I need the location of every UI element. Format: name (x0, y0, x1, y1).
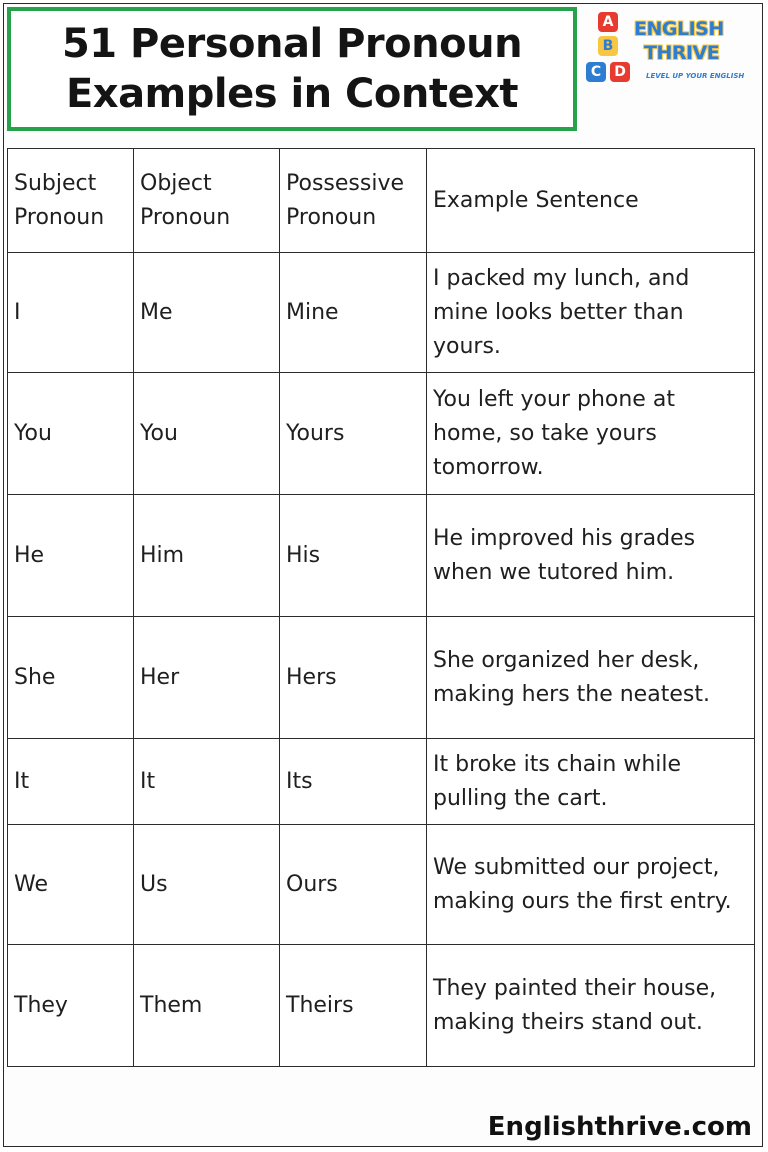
object-cell: Her (134, 617, 280, 739)
table-row (8, 253, 755, 373)
possessive-cell: Its (280, 739, 427, 825)
page-title-line-2: Examples in Context (65, 71, 519, 117)
table-row (8, 739, 755, 825)
sentence-cell: It broke its chain while pulling the cart. (427, 739, 755, 825)
table-row (8, 825, 755, 945)
object-cell: Him (134, 495, 280, 617)
table-row (8, 373, 755, 495)
header-possessive-pronoun: Possessive Pronoun (280, 149, 427, 253)
subject-cell: She (8, 617, 134, 739)
title-box (7, 7, 577, 131)
logo-block-a: A (598, 12, 618, 32)
subject-cell: I (8, 253, 134, 373)
logo-tagline: LEVEL UP YOUR ENGLISH (646, 72, 745, 80)
object-cell: You (134, 373, 280, 495)
pronoun-table (7, 148, 755, 1067)
possessive-cell: Yours (280, 373, 427, 495)
logo-block-b: B (598, 36, 618, 56)
site-credit: Englishthrive.com (487, 1112, 752, 1142)
header-object-pronoun: Object Pronoun (134, 149, 280, 253)
logo-word-thrive: THRIVE (644, 42, 720, 64)
subject-cell: He (8, 495, 134, 617)
possessive-cell: Hers (280, 617, 427, 739)
object-cell: Us (134, 825, 280, 945)
possessive-cell: Mine (280, 253, 427, 373)
table-header-row (8, 149, 755, 253)
subject-cell: They (8, 945, 134, 1067)
header-subject-pronoun: Subject Pronoun (8, 149, 134, 253)
header-example-sentence: Example Sentence (427, 149, 755, 253)
sentence-cell: You left your phone at home, so take yours tomorrow. (427, 373, 755, 495)
sentence-cell: He improved his grades when we tutored him. (427, 495, 755, 617)
sentence-cell: I packed my lunch, and mine looks better than yours. (427, 253, 755, 373)
object-cell: It (134, 739, 280, 825)
sentence-cell: They painted their house, making theirs stand out. (427, 945, 755, 1067)
possessive-cell: Theirs (280, 945, 427, 1067)
sentence-cell: We submitted our project, making ours the first entry. (427, 825, 755, 945)
english-thrive-logo (586, 12, 762, 88)
logo-block-c: C (586, 62, 606, 82)
page-title-line-1: 51 Personal Pronoun (61, 21, 523, 67)
table-row (8, 945, 755, 1067)
logo-word-english: ENGLISH (634, 18, 724, 40)
table-row (8, 495, 755, 617)
subject-cell: We (8, 825, 134, 945)
logo-block-d: D (610, 62, 630, 82)
object-cell: Them (134, 945, 280, 1067)
object-cell: Me (134, 253, 280, 373)
possessive-cell: His (280, 495, 427, 617)
sentence-cell: She organized her desk, making hers the neatest. (427, 617, 755, 739)
possessive-cell: Ours (280, 825, 427, 945)
subject-cell: You (8, 373, 134, 495)
table-row (8, 617, 755, 739)
subject-cell: It (8, 739, 134, 825)
